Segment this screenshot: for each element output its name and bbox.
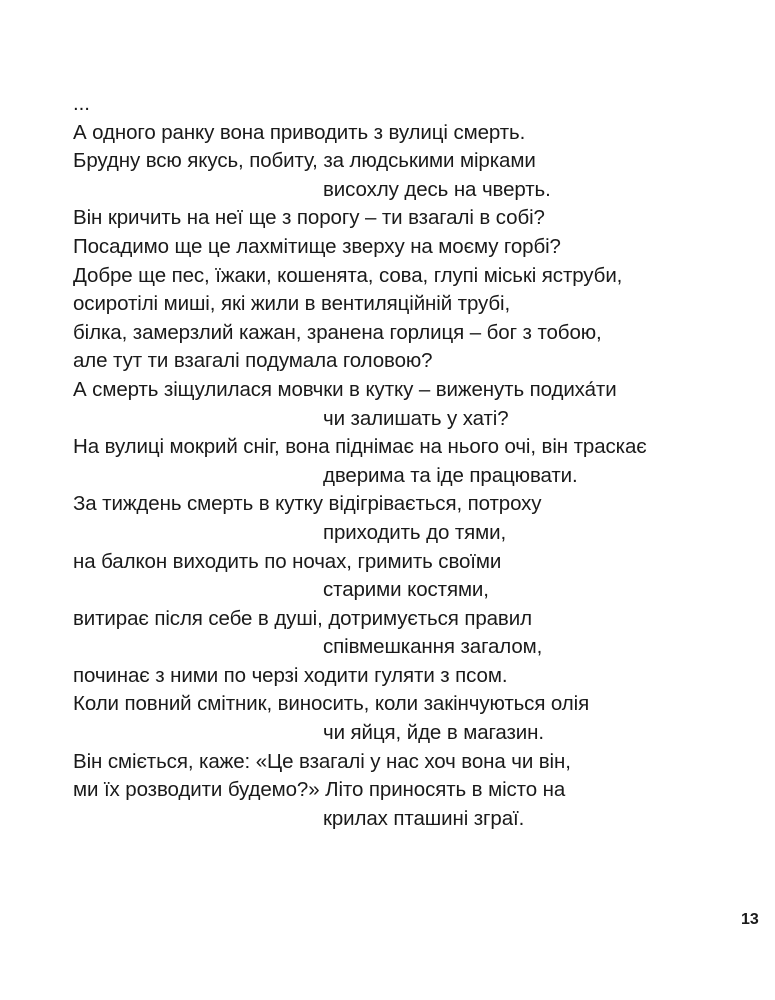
- poem-line: Він сміється, каже: «Це взагалі у нас хоч вона чи він,: [73, 749, 571, 773]
- page-number: 13: [741, 911, 759, 928]
- poem-line-continuation: дверима та іде працювати.: [323, 463, 578, 487]
- poem-line-continuation: чи залишать у хаті?: [323, 406, 509, 430]
- poem-line-continuation: чи яйця, йде в магазин.: [323, 721, 544, 745]
- poem-line: але тут ти взагалі подумала головою?: [73, 349, 433, 373]
- poem-line: За тиждень смерть в кутку відігрівається, потроху: [73, 492, 542, 516]
- poem-line: Посадимо ще це лахмітище зверху на моєму горбі?: [73, 234, 561, 258]
- poem-line: А смерть зіщулилася мовчки в кутку – виженуть подиха́ти: [73, 377, 617, 401]
- poem-line-continuation: співмешкання загалом,: [323, 635, 543, 659]
- poem-line-continuation: крилах пташині зграї.: [323, 806, 525, 830]
- poem-line: білка, замерзлий кажан, зранена горлиця – бог з тобою,: [73, 320, 602, 344]
- poem-line: А одного ранку вона приводить з вулиці смерть.: [73, 120, 526, 144]
- poem-line: осиротілі миші, які жили в вентиляційній трубі,: [73, 292, 511, 316]
- poem-line: Коли повний смітник, виносить, коли закінчуються олія: [73, 692, 590, 716]
- poem-line: Він кричить на неї ще з порогу – ти взагалі в собі?: [73, 206, 545, 230]
- poem-line: на балкон виходить по ночах, гримить своїми: [73, 549, 502, 573]
- poem-line-continuation: старими костями,: [323, 578, 489, 602]
- poem-line: витирає після себе в душі, дотримується правил: [73, 606, 532, 630]
- poem-line: Брудну всю якусь, побиту, за людськими мірками: [73, 149, 536, 173]
- poem-line-continuation: приходить до тями,: [323, 520, 507, 544]
- poem-line: Добре ще пес, їжаки, кошенята, сова, глупі міські яструби,: [73, 263, 623, 287]
- poem-line: ми їх розводити будемо?» Літо приносять в місто на: [73, 778, 566, 802]
- poem-line-continuation: висохлу десь на чверть.: [323, 177, 551, 201]
- poem-line: ...: [73, 92, 90, 115]
- poem-text: [73, 90, 733, 833]
- poem-line: починає з ними по черзі ходити гуляти з псом.: [73, 663, 508, 687]
- poem-line: На вулиці мокрий сніг, вона піднімає на нього очі, він трaскає: [73, 435, 647, 459]
